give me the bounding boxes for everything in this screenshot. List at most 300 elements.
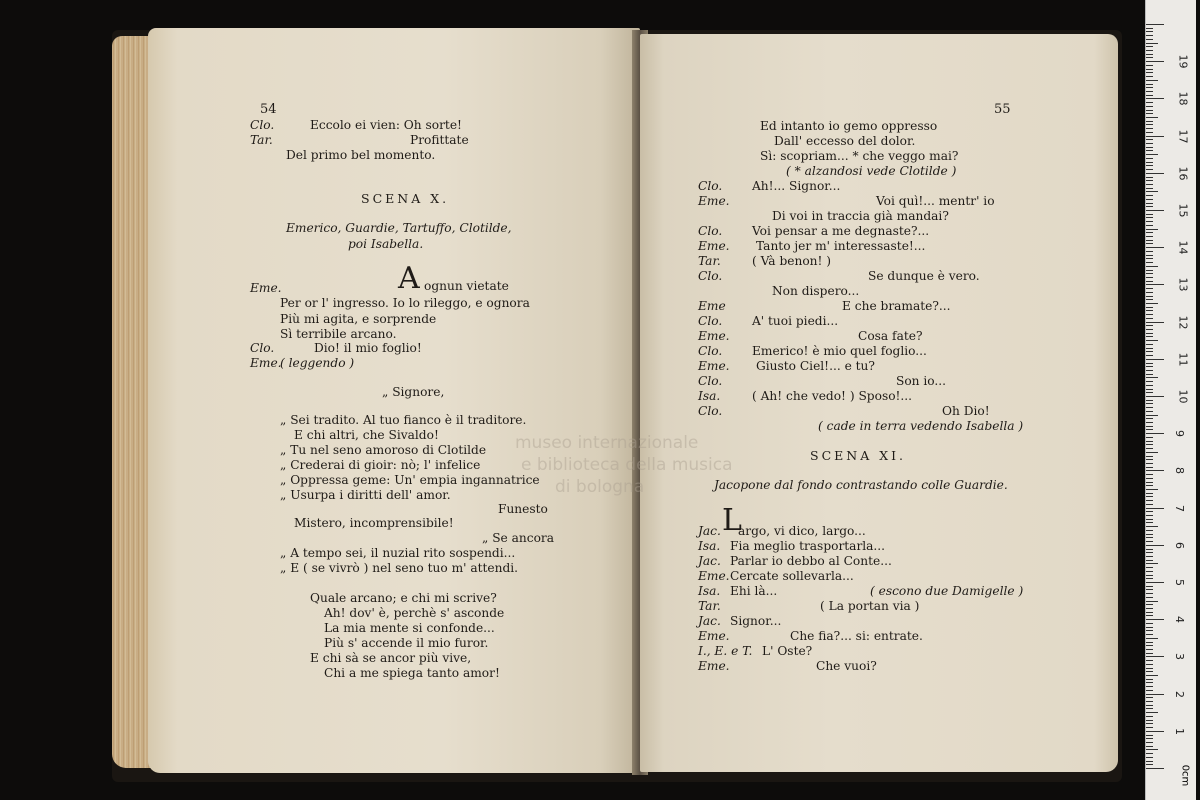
ruler-number: 3 [1173,653,1186,661]
ruler-tick [1146,467,1153,468]
verse-line: Più mi agita, e sorprende [280,312,437,326]
speaker: Eme. [698,629,730,643]
ruler-tick [1146,638,1158,639]
ruler-tick [1146,46,1153,47]
verse-line: Quale arcano; e chi mi scrive? [310,591,497,605]
ruler-tick [1146,43,1158,44]
ruler-tick [1146,586,1153,587]
letter-line: „ A tempo sei, il nuzial rito sospendi... [280,546,516,560]
ruler-tick [1146,474,1153,475]
drop-cap: L [722,503,742,538]
ruler-tick [1146,597,1153,598]
verse-line: Voi quì!... mentr' io [876,194,995,208]
letter-line: „ Crederai di gioir: nò; l' infelice [280,458,481,472]
ruler-tick [1146,656,1164,657]
ruler-tick [1146,143,1153,144]
ruler-tick [1146,314,1153,315]
ruler-number: 4 [1173,616,1186,624]
ruler-tick [1146,366,1153,367]
ruler-tick [1146,660,1153,661]
ruler-tick [1146,537,1153,538]
ruler-tick [1146,426,1153,427]
ruler-tick [1146,203,1153,204]
watermark-line: museo internazionale [515,433,699,453]
ruler-tick [1146,433,1164,434]
speaker: Clo. [698,224,723,238]
ruler-tick [1146,556,1153,557]
ruler-tick [1146,735,1153,736]
ruler-tick [1146,716,1153,717]
ruler-tick [1146,273,1153,274]
letter-line: „ Sei tradito. Al tuo fianco è il traditore. [280,413,527,427]
ruler-tick [1146,340,1158,341]
ruler-tick [1146,173,1164,174]
ruler-tick [1146,270,1153,271]
ruler-tick [1146,318,1153,319]
speaker: Isa. [698,584,721,598]
ruler-tick [1146,575,1153,576]
stage-direction: ( escono due Damigelle ) [870,584,1024,598]
ruler-tick [1146,117,1158,118]
verse-line: Chi a me spiega tanto amor! [324,666,500,680]
ruler-tick [1146,329,1153,330]
ruler-tick [1146,761,1153,762]
ruler-tick [1146,470,1164,471]
speaker: Isa. [698,539,721,553]
speaker: Eme. [250,356,282,370]
ruler-tick [1146,180,1153,181]
ruler-number: 13 [1176,277,1190,292]
ruler-tick [1146,392,1153,393]
ruler-tick [1146,355,1153,356]
ruler-tick [1146,277,1153,278]
ruler-tick [1146,682,1153,683]
stage-direction: ( Và benon! ) [752,254,832,268]
speaker: Jac. [698,554,721,568]
ruler-tick [1146,247,1164,248]
ruler-tick [1146,601,1158,602]
ruler-tick [1146,407,1153,408]
ruler-number: 5 [1173,579,1186,586]
speaker: Tar. [698,254,721,268]
ruler-tick [1146,377,1158,378]
verse-line: Più s' accende il mio furor. [324,636,489,650]
ruler-tick [1146,649,1153,650]
scene-characters: Jacopone dal fondo contrastando colle Guardie. [714,478,1008,492]
ruler-tick [1146,534,1153,535]
verse-line: Cosa fate? [858,329,923,343]
scene-characters: poi Isabella. [348,237,424,251]
speaker: Clo. [698,344,723,358]
speaker: Eme. [698,569,730,583]
ruler-tick [1146,720,1153,721]
ruler-number: 2 [1173,690,1186,698]
ruler-tick [1146,336,1153,337]
ruler-tick [1146,325,1153,326]
speaker: Eme. [698,329,730,343]
ruler-tick [1146,169,1153,170]
ruler-tick [1146,221,1153,222]
stage-direction: ( leggendo ) [280,356,355,370]
page-number: 55 [994,102,1011,117]
ruler-tick [1146,768,1164,769]
ruler-tick [1146,642,1153,643]
ruler-number: 6 [1173,541,1186,549]
ruler-tick [1146,292,1153,293]
ruler-tick [1146,132,1153,133]
ruler-number: 7 [1173,504,1186,512]
ruler-tick [1146,519,1153,520]
ruler-tick [1146,403,1153,404]
ruler-number: 17 [1176,129,1190,144]
ruler-tick [1146,418,1153,419]
ruler-tick [1146,526,1158,527]
watermark-line: di bologna [555,477,645,497]
verse-line: Di voi in traccia già mandai? [772,209,949,223]
verse-line: A' tuoi piedi... [752,314,839,328]
ruler-tick [1146,545,1164,546]
speaker: Clo. [698,269,723,283]
speaker: Clo. [250,341,275,355]
ruler-tick [1146,344,1153,345]
ruler-tick [1146,91,1153,92]
ruler-tick [1146,686,1153,687]
ruler-tick [1146,668,1153,669]
speaker: Isa. [698,389,721,403]
ruler-tick [1146,24,1164,25]
ruler-tick [1146,124,1153,125]
ruler-tick [1146,552,1153,553]
verse-line: Sì terribile arcano. [280,327,397,341]
ruler-tick [1146,757,1153,758]
ruler-tick [1146,229,1158,230]
ruler-tick [1146,627,1153,628]
ruler-number: 10 [1176,389,1190,404]
letter-line: „ Tu nel seno amoroso di Clotilde [280,443,487,457]
speaker: Tar. [250,133,273,147]
ruler-tick [1146,61,1164,62]
verse-line: Profittate [410,133,469,147]
stage-direction: ( cade in terra vedendo Isabella ) [818,419,1024,433]
ruler-tick [1146,742,1153,743]
letter-line: „ Oppressa geme: Un' empia ingannatrice [280,473,540,487]
ruler-tick [1146,281,1153,282]
speaker: Eme. [698,239,730,253]
ruler-tick [1146,630,1153,631]
ruler-tick [1146,191,1158,192]
ruler-tick [1146,422,1153,423]
ruler-tick [1146,496,1153,497]
ruler-tick [1146,705,1153,706]
ruler-tick [1146,69,1153,70]
ruler-tick [1146,72,1153,73]
ruler-tick [1146,738,1153,739]
ruler-tick [1146,415,1158,416]
ruler-tick [1146,567,1153,568]
ruler-tick [1146,363,1153,364]
ruler-tick [1146,106,1153,107]
ruler-number: 1 [1173,727,1186,735]
ruler-tick [1146,225,1153,226]
stage-direction: ( La portan via ) [820,599,920,613]
ruler-tick [1146,593,1153,594]
ruler-tick [1146,489,1158,490]
verse-line: E chi sà se ancor più vive, [310,651,472,665]
verse-line: Fia meglio trasportarla... [730,539,886,553]
page-edges [112,36,152,768]
verse-line: ( Ah! che vedo! ) Sposo!... [752,389,913,403]
ruler-tick [1146,385,1153,386]
verse-line: Ehi là... [730,584,778,598]
ruler-tick [1146,210,1164,211]
ruler-tick [1146,351,1153,352]
ruler-tick [1146,448,1153,449]
verse-line: Signor... [730,614,782,628]
ruler-tick [1146,359,1164,360]
verse-line: Ed intanto io gemo oppresso [760,119,938,133]
verse-line: Voi pensar a me degnaste?... [752,224,930,238]
ruler-tick [1146,690,1153,691]
ruler-tick [1146,411,1153,412]
verse-line: Ah!... Signor... [752,179,841,193]
ruler-tick [1146,429,1153,430]
ruler-number: 9 [1173,430,1186,438]
ruler-tick [1146,87,1153,88]
ruler-unit: 0cm [1179,764,1191,787]
ruler-tick [1146,121,1153,122]
ruler-tick [1146,694,1164,695]
verse-line: Dio! il mio foglio! [314,341,422,355]
ruler-tick [1146,459,1153,460]
ruler-tick [1146,571,1153,572]
verse-line: Se dunque è vero. [868,269,980,283]
verse-line: ognun vietate [424,279,509,293]
verse-line: Giusto Ciel!... e tu? [756,359,875,373]
ruler-tick [1146,619,1164,620]
scene-heading: SCENA X. [361,191,450,206]
ruler-tick [1146,50,1153,51]
ruler-tick [1146,288,1153,289]
ruler-tick [1146,400,1153,401]
verse-line: Son io... [896,374,947,388]
verse-line: E che bramate?... [842,299,951,313]
ruler-tick [1146,214,1153,215]
ruler-tick [1146,307,1153,308]
letter-line: „ Signore, [382,385,445,399]
ruler-tick [1146,54,1153,55]
ruler-tick [1146,589,1153,590]
ruler-tick [1146,753,1153,754]
ruler-tick [1146,634,1153,635]
ruler-tick [1146,80,1158,81]
drop-cap: A [398,261,420,296]
ruler-tick [1146,35,1153,36]
ruler-tick [1146,463,1153,464]
ruler-tick [1146,243,1153,244]
ruler-tick [1146,541,1153,542]
ruler-tick [1146,664,1153,665]
verse-line: Sì: scopriam... * che veggo mai? [760,149,959,163]
ruler-tick [1146,95,1153,96]
speaker: I., E. e T. [698,644,753,658]
ruler-tick [1146,456,1153,457]
ruler-tick [1146,708,1153,709]
ruler-tick [1146,322,1164,323]
ruler-tick [1146,515,1153,516]
ruler-tick [1146,485,1153,486]
ruler-tick [1146,727,1153,728]
ruler-tick [1146,396,1164,397]
ruler-tick [1146,437,1153,438]
ruler-tick [1146,258,1153,259]
ruler-tick [1146,102,1153,103]
watermark-line: e biblioteca della musica [521,455,733,475]
ruler-tick [1146,612,1153,613]
ruler-tick [1146,177,1153,178]
ruler-number: 19 [1176,54,1190,69]
ruler-tick [1146,232,1153,233]
ruler-tick [1146,84,1153,85]
ruler-tick [1146,154,1158,155]
ruler-tick [1146,549,1153,550]
verse-line: Parlar io debbo al Conte... [730,554,892,568]
scene-characters: Emerico, Guardie, Tartuffo, Clotilde, [286,221,512,235]
verse-line: Che vuoi? [816,659,877,673]
verse-line: La mia mente si confonde... [324,621,495,635]
ruler-tick [1146,608,1153,609]
ruler-tick [1146,28,1153,29]
ruler-number: 14 [1176,240,1190,255]
ruler-tick [1146,478,1153,479]
letter-line: „ Se ancora [482,531,554,545]
ruler-tick [1146,255,1153,256]
speaker: Eme [698,299,726,313]
ruler-tick [1146,240,1153,241]
ruler-tick [1146,158,1153,159]
ruler-tick [1146,582,1164,583]
ruler-tick [1146,110,1153,111]
ruler-tick [1146,749,1158,750]
ruler-tick [1146,262,1153,263]
ruler-tick [1146,604,1153,605]
ruler-tick [1146,500,1153,501]
stage-direction: ( * alzandosi vede Clotilde ) [786,164,957,178]
speaker: Clo. [698,179,723,193]
ruler-tick [1146,671,1153,672]
ruler-tick [1146,217,1153,218]
verse-line: Non dispero... [772,284,860,298]
ruler-tick [1146,746,1153,747]
ruler-tick [1146,615,1153,616]
verse-line: Ah! dov' è, perchè s' asconde [324,606,505,620]
speaker: Eme. [698,659,730,673]
ruler-tick [1146,139,1153,140]
verse-line: Oh Dio! [942,404,990,418]
measuring-ruler [1145,0,1196,800]
ruler-tick [1146,653,1153,654]
ruler-tick [1146,578,1153,579]
ruler-tick [1146,136,1164,137]
ruler-tick [1146,333,1153,334]
ruler-tick [1146,731,1164,732]
speaker: Eme. [250,281,282,295]
speaker: Clo. [698,314,723,328]
ruler-tick [1146,251,1153,252]
ruler-tick [1146,764,1153,765]
ruler-tick [1146,284,1164,285]
ruler-tick [1146,623,1153,624]
ruler-tick [1146,98,1164,99]
ruler-number: 16 [1176,166,1190,181]
ruler-tick [1146,504,1153,505]
ruler-tick [1146,444,1153,445]
ruler-tick [1146,679,1153,680]
verse-line: Per or l' ingresso. Io lo rileggo, e ognora [280,296,530,310]
ruler-number: 15 [1176,203,1190,218]
verse-line: Che fia?... si: entrate. [790,629,923,643]
ruler-tick [1146,199,1153,200]
verse-line: Del primo bel momento. [286,148,436,162]
ruler-tick [1146,441,1153,442]
ruler-tick [1146,508,1164,509]
ruler-tick [1146,697,1153,698]
ruler-tick [1146,65,1153,66]
verse-line: Mistero, incomprensibile! [294,516,454,530]
verse-line: L' Oste? [762,644,813,658]
ruler-tick [1146,184,1153,185]
verse-line: Emerico! è mio quel foglio... [752,344,927,358]
ruler-tick [1146,195,1153,196]
speaker: Tar. [698,599,721,613]
verse-line: Tanto jer m' interessaste!... [756,239,926,253]
ruler-tick [1146,39,1153,40]
ruler-number: 12 [1176,315,1190,330]
ruler-tick [1146,76,1153,77]
ruler-tick [1146,206,1153,207]
speaker: Jac. [698,614,721,628]
verse-line: Dall' eccesso del dolor. [774,134,916,148]
watermark [515,432,733,498]
ruler-tick [1146,493,1153,494]
letter-line: E chi altri, che Sivaldo! [294,428,439,442]
ruler-tick [1146,310,1153,311]
ruler-number: 18 [1176,91,1190,106]
ruler-tick [1146,645,1153,646]
ruler-number: 11 [1176,352,1190,367]
ruler-tick [1146,381,1153,382]
right-page [640,34,1118,772]
ruler-tick [1146,522,1153,523]
ruler-tick [1146,563,1158,564]
ruler-tick [1146,389,1153,390]
ruler-tick [1146,530,1153,531]
ruler-tick [1146,128,1153,129]
ruler-tick [1146,57,1153,58]
ruler-tick [1146,452,1158,453]
ruler-tick [1146,150,1153,151]
ruler-tick [1146,162,1153,163]
page-number: 54 [260,102,277,117]
verse-line: argo, vi dico, largo... [738,524,866,538]
scene-heading: SCENA XI. [810,448,907,463]
ruler-tick [1146,31,1153,32]
left-page [148,28,640,773]
ruler-tick [1146,113,1153,114]
ruler-tick [1146,712,1158,713]
ruler-tick [1146,560,1153,561]
ruler-tick [1146,348,1153,349]
letter-line: „ E ( se vivrò ) nel seno tuo m' attendi. [280,561,519,575]
